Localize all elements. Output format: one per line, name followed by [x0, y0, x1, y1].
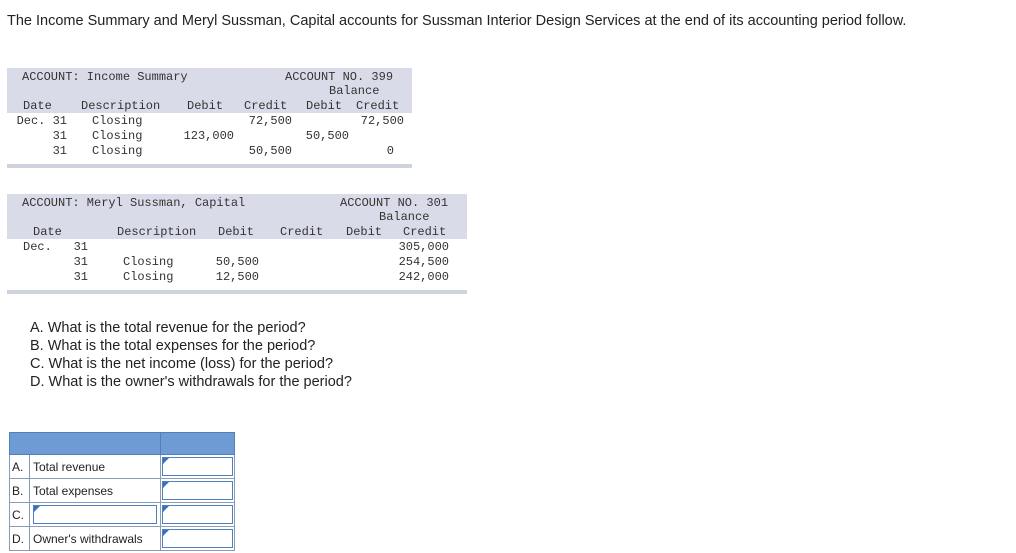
account-label: ACCOUNT: Meryl Sussman, Capital [22, 196, 246, 210]
ledger-footer-band [7, 290, 467, 294]
row2-description: Closing [123, 255, 174, 269]
input-marker-icon [163, 482, 169, 488]
header-description: Description [117, 225, 197, 239]
question-b: B. What is the total expenses for the period? [30, 338, 316, 354]
balance-label: Balance [329, 84, 380, 98]
header-balance-credit: Credit [403, 225, 447, 239]
header-debit: Debit [187, 99, 224, 113]
header-balance-debit: Debit [306, 99, 343, 113]
input-marker-icon [163, 458, 169, 464]
row2-debit: 50,500 [215, 255, 259, 269]
input-marker-icon [34, 506, 40, 512]
total-revenue-cell [161, 455, 235, 479]
balance-label: Balance [379, 210, 430, 224]
header-balance-debit: Debit [346, 225, 383, 239]
capital-ledger [7, 194, 467, 297]
answer-row [10, 503, 235, 527]
row2-date: 31 [52, 129, 67, 143]
answer-row [10, 527, 235, 551]
row3-date: 31 [52, 144, 67, 158]
answer-row [10, 455, 235, 479]
header-description: Description [81, 99, 161, 113]
owner-withdrawals-cell [161, 527, 235, 551]
net-income-input[interactable] [162, 505, 233, 524]
row2-day: 31 [73, 255, 88, 269]
row3-credit: 50,500 [248, 144, 292, 158]
row2-balance-debit: 50,500 [305, 129, 349, 143]
row1-balance-credit: 305,000 [398, 240, 449, 254]
header-date: Date [23, 99, 52, 113]
header-debit: Debit [218, 225, 255, 239]
row-label: Owner's withdrawals [30, 527, 161, 551]
question-c: C. What is the net income (loss) for the period? [30, 356, 334, 372]
row-letter: C. [10, 503, 30, 527]
total-revenue-input[interactable] [162, 457, 233, 476]
row1-credit: 72,500 [248, 114, 292, 128]
income-summary-ledger [7, 68, 412, 171]
total-expenses-input[interactable] [162, 481, 233, 500]
header-credit: Credit [244, 99, 288, 113]
net-income-cell [161, 503, 235, 527]
input-marker-icon [163, 530, 169, 536]
owner-withdrawals-input[interactable] [162, 529, 233, 548]
row-letter: D. [10, 527, 30, 551]
row-label: Total expenses [30, 479, 161, 503]
row1-description: Closing [92, 114, 143, 128]
header-balance-credit: Credit [356, 99, 400, 113]
row-letter: A. [10, 455, 30, 479]
net-income-label-cell [30, 503, 161, 527]
intro-text: The Income Summary and Meryl Sussman, Capital accounts for Sussman Interior Design Services at the end of its accounting period follow. [7, 13, 907, 29]
row3-balance-credit: 242,000 [398, 270, 449, 284]
header-credit: Credit [280, 225, 324, 239]
answer-row [10, 479, 235, 503]
ledger-footer-band [7, 164, 412, 168]
answer-table [9, 432, 235, 551]
row3-description: Closing [92, 144, 143, 158]
account-number: ACCOUNT NO. 399 [285, 70, 394, 84]
net-income-label-input[interactable] [33, 505, 157, 524]
row3-debit: 12,500 [215, 270, 259, 284]
row2-debit: 123,000 [183, 129, 234, 143]
row1-month: Dec. [23, 240, 52, 254]
row2-balance-credit: 254,500 [398, 255, 449, 269]
row3-balance-credit: 0 [386, 144, 394, 158]
row1-date: Dec. 31 [16, 114, 67, 128]
question-d: D. What is the owner's withdrawals for the period? [30, 374, 352, 390]
row-letter: B. [10, 479, 30, 503]
question-a: A. What is the total revenue for the period? [30, 320, 306, 336]
row1-balance-credit: 72,500 [360, 114, 404, 128]
answer-table-header [10, 433, 235, 455]
row3-day: 31 [73, 270, 88, 284]
row2-description: Closing [92, 129, 143, 143]
account-number: ACCOUNT NO. 301 [340, 196, 449, 210]
question-list [30, 319, 352, 391]
input-marker-icon [163, 506, 169, 512]
row1-day: 31 [73, 240, 88, 254]
account-label: ACCOUNT: Income Summary [22, 70, 188, 84]
total-expenses-cell [161, 479, 235, 503]
header-date: Date [33, 225, 62, 239]
header-cell-value [161, 433, 235, 455]
row-label: Total revenue [30, 455, 161, 479]
row3-description: Closing [123, 270, 174, 284]
header-cell-label [10, 433, 161, 455]
